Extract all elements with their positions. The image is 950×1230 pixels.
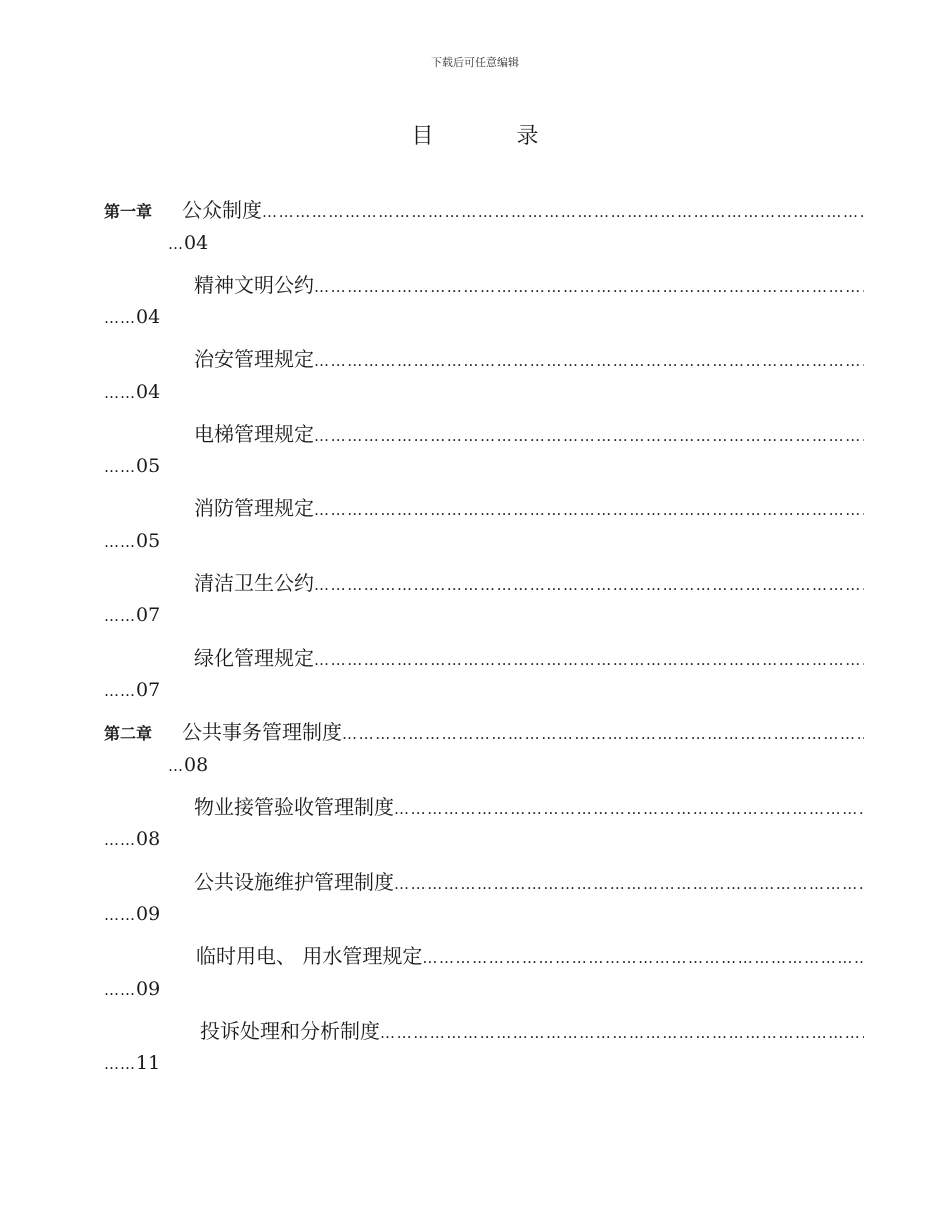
toc-entry[interactable] bbox=[104, 194, 864, 224]
leader-dots bbox=[394, 875, 864, 893]
leader-dots-short: …… bbox=[104, 831, 136, 849]
leader-dots-short: …… bbox=[104, 906, 136, 924]
toc-entry[interactable] bbox=[104, 492, 864, 522]
leader-dots-short: …… bbox=[104, 309, 136, 327]
toc-entry[interactable] bbox=[104, 940, 864, 970]
entry-title: 投诉处理和分析制度 bbox=[200, 1019, 380, 1043]
chapter-label: 第一章 bbox=[104, 202, 153, 221]
entry-title: 精神文明公约 bbox=[194, 273, 314, 297]
toc-entry[interactable] bbox=[104, 1015, 864, 1045]
leader-dots-short: … bbox=[168, 757, 184, 775]
toc-entry[interactable] bbox=[104, 642, 864, 672]
page-number: 05 bbox=[136, 530, 161, 552]
page-number: 07 bbox=[136, 679, 161, 701]
page-number: 08 bbox=[184, 754, 209, 776]
leader-dots-short: …… bbox=[104, 607, 136, 625]
leader-dots bbox=[314, 427, 864, 445]
page-number: 04 bbox=[136, 306, 161, 328]
leader-dots bbox=[314, 576, 864, 594]
entry-title: 消防管理规定 bbox=[194, 496, 314, 520]
toc-entry-page-line bbox=[104, 306, 160, 336]
page-number: 09 bbox=[136, 978, 161, 1000]
toc-entry-page-line bbox=[104, 828, 160, 858]
toc-entry-page-line bbox=[104, 455, 160, 485]
leader-dots bbox=[314, 352, 864, 370]
toc-entry[interactable] bbox=[104, 567, 864, 597]
page-number: 08 bbox=[136, 828, 161, 850]
toc-entry[interactable] bbox=[104, 418, 864, 448]
toc-entry-page-line bbox=[104, 978, 160, 1008]
entry-title: 清洁卫生公约 bbox=[194, 571, 314, 595]
leader-dots-short: …… bbox=[104, 682, 136, 700]
leader-dots bbox=[422, 949, 864, 967]
toc-entry-page-line bbox=[104, 1052, 160, 1082]
toc-entry[interactable] bbox=[104, 716, 864, 746]
page-number: 09 bbox=[136, 903, 161, 925]
page-number: 11 bbox=[136, 1052, 161, 1074]
toc-entry-page-line bbox=[104, 381, 160, 411]
toc-entry[interactable] bbox=[104, 343, 864, 373]
entry-title: 公共事务管理制度 bbox=[182, 720, 342, 744]
leader-dots bbox=[314, 651, 864, 669]
leader-dots-short: …… bbox=[104, 1055, 136, 1073]
entry-title: 绿化管理规定 bbox=[194, 646, 314, 670]
leader-dots-short: … bbox=[168, 235, 184, 253]
page-header: 下载后可任意编辑 bbox=[431, 56, 519, 69]
chapter-label: 第二章 bbox=[104, 724, 153, 743]
page-number: 04 bbox=[184, 232, 209, 254]
toc-entry[interactable] bbox=[104, 866, 864, 896]
entry-title: 临时用电、 用水管理规定 bbox=[196, 944, 423, 968]
page-title: 目 录 bbox=[411, 124, 577, 149]
toc-entry-page-line bbox=[168, 232, 208, 262]
entry-title: 电梯管理规定 bbox=[194, 422, 314, 446]
leader-dots bbox=[314, 278, 864, 296]
leader-dots bbox=[314, 501, 864, 519]
page-number: 04 bbox=[136, 381, 161, 403]
entry-title: 治安管理规定 bbox=[194, 347, 314, 371]
leader-dots bbox=[262, 203, 864, 221]
toc-entry-page-line bbox=[168, 754, 208, 784]
toc-entry[interactable] bbox=[104, 269, 864, 299]
leader-dots-short: …… bbox=[104, 384, 136, 402]
leader-dots-short: …… bbox=[104, 533, 136, 551]
entry-title: 物业接管验收管理制度 bbox=[194, 795, 394, 819]
leader-dots-short: …… bbox=[104, 458, 136, 476]
leader-dots bbox=[394, 800, 864, 818]
entry-title: 公共设施维护管理制度 bbox=[194, 870, 394, 894]
leader-dots-short: …… bbox=[104, 981, 136, 999]
toc-entry-page-line bbox=[104, 679, 160, 709]
toc-entry-page-line bbox=[104, 604, 160, 634]
page-number: 05 bbox=[136, 455, 161, 477]
toc-entry-page-line bbox=[104, 530, 160, 560]
leader-dots bbox=[342, 725, 864, 743]
entry-title: 公众制度 bbox=[182, 198, 262, 222]
toc-entry-page-line bbox=[104, 903, 160, 933]
leader-dots bbox=[380, 1024, 864, 1042]
toc-entry[interactable] bbox=[104, 791, 864, 821]
page-number: 07 bbox=[136, 604, 161, 626]
